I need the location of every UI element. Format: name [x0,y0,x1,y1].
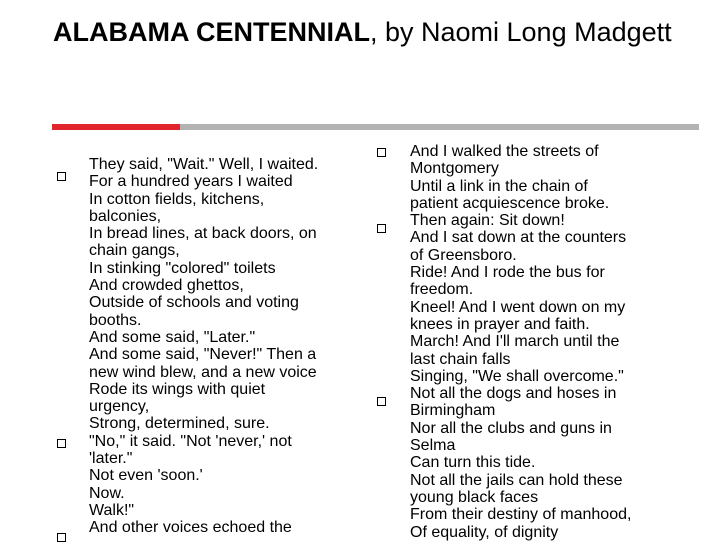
poem-line: of Greensboro. [410,246,517,264]
poem-line: In cotton fields, kitchens, [89,190,265,208]
poem-line: Strong, determined, sure. [89,415,270,433]
bullet-square-icon [57,172,66,181]
poem-line: And other voices echoed the [89,519,292,537]
poem-line: Selma [410,437,456,455]
poem-line: Ride! And I rode the bus for [410,264,605,282]
poem-line: And I walked the streets of [410,143,599,160]
title-divider [52,124,699,130]
poem-line: Singing, "We shall overcome." [410,367,624,385]
poem-line: And crowded ghettos, [89,277,244,295]
poem-line: Not all the jails can hold these [410,471,623,489]
bullet-square-icon [377,397,386,406]
poem-line: And I sat down at the counters [410,229,627,247]
poem-line: For a hundred years I waited [89,173,293,191]
poem-line: young black faces [410,488,539,506]
poem-line: 'later." [89,450,133,468]
bullet-square-icon [57,439,66,448]
poem-right-text [410,143,631,541]
poem-line: urgency, [89,398,150,416]
poem-line: balconies, [89,207,162,225]
title-divider-accent [52,124,180,130]
poem-line: And some said, "Later." [89,328,256,346]
poem-line: Not even 'soon.' [89,467,203,485]
slide-title-bold: ALABAMA CENTENNIAL [53,17,370,47]
poem-line: freedom. [410,281,474,299]
poem-left-text [89,156,318,537]
poem-line: March! And I'll march until the [410,333,620,351]
poem-line: chain gangs, [89,242,180,260]
poem-line: Montgomery [410,160,499,178]
slide-title-rest: , by Naomi Long Madgett [369,17,672,47]
poem-line: In stinking "colored" toilets [89,259,276,277]
poem-line: Walk!" [89,501,135,519]
poem-line: patient acquiescence broke. [410,194,610,212]
poem-line: new wind blew, and a new voice [89,363,317,381]
poem-line: They said, "Wait." Well, I waited. [89,156,319,173]
poem-line: Now. [89,484,125,502]
poem-line: Can turn this tide. [410,454,536,472]
poem-line: knees in prayer and faith. [410,315,590,333]
slide-title [53,14,693,50]
poem-line: From their destiny of manhood, [410,506,632,524]
bullet-square-icon [57,533,66,542]
poem-line: Kneel! And I went down on my [410,298,626,316]
poem-line: "No," it said. "Not 'never,' not [89,432,292,450]
poem-line: last chain falls [410,350,511,368]
bullet-square-icon [377,148,386,157]
poem-line: Until a link in the chain of [410,177,588,195]
poem-line: Birmingham [410,402,496,420]
poem-line: And some said, "Never!" Then a [89,346,317,364]
poem-line: Nor all the clubs and guns in [410,419,612,437]
poem-line: Of equality, of dignity [410,523,559,541]
bullet-square-icon [377,224,386,233]
poem-line: Not all the dogs and hoses in [410,385,617,403]
poem-line: In bread lines, at back doors, on [89,225,317,243]
poem-line: Then again: Sit down! [410,212,565,230]
poem-line: Outside of schools and voting [89,294,299,312]
poem-line: booths. [89,311,142,329]
poem-line: Rode its wings with quiet [89,380,266,398]
title-divider-line [180,124,699,130]
